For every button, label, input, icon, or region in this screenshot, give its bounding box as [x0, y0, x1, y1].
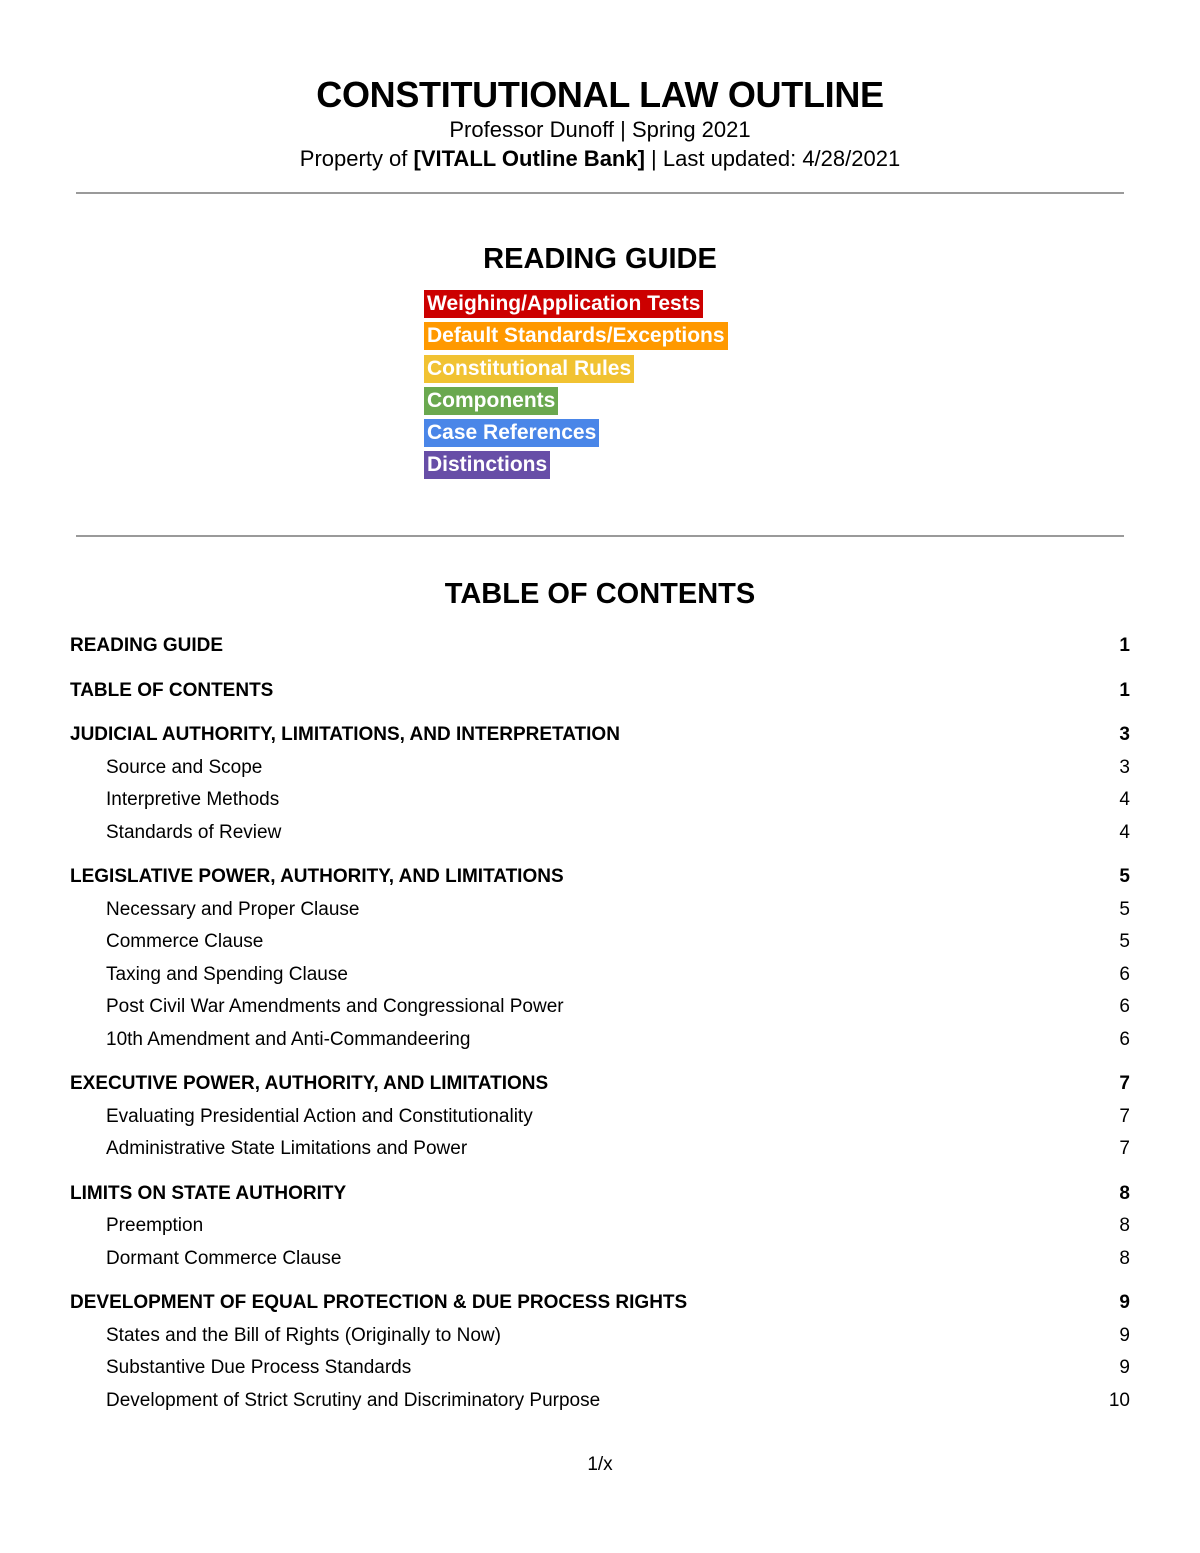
toc-entry-page: 3	[1119, 724, 1130, 745]
toc-subentry[interactable]	[70, 1101, 1130, 1134]
property-prefix: Property of	[299, 146, 414, 171]
toc-subentry[interactable]	[70, 1385, 1130, 1418]
toc-subentry[interactable]	[70, 1210, 1130, 1243]
toc-subentry-title: Post Civil War Amendments and Congressional Power	[106, 996, 564, 1017]
toc-subentry-title: States and the Bill of Rights (Originally to Now)	[106, 1324, 501, 1346]
toc-entry[interactable]	[70, 861, 1130, 894]
toc-subentry-title: Taxing and Spending Clause	[106, 963, 348, 985]
toc-subentry-page: 8	[1119, 1215, 1130, 1236]
toc-subentry[interactable]	[70, 1133, 1130, 1166]
toc-subentry-page: 5	[1119, 898, 1130, 920]
toc-entry[interactable]	[70, 675, 1130, 708]
toc-subentry-title: Interpretive Methods	[106, 789, 280, 810]
legend-case-references: Case References	[424, 419, 599, 447]
toc-subentry-title: Development of Strict Scrutiny and Discriminatory Purpose	[106, 1389, 601, 1411]
table-of-contents	[70, 630, 1130, 1429]
toc-subentry-title: Substantive Due Process Standards	[106, 1357, 412, 1378]
legend-default-standards: Default Standards/Exceptions	[424, 322, 728, 350]
toc-subentry-page: 9	[1119, 1324, 1130, 1346]
toc-subentry-title: Administrative State Limitations and Power	[106, 1138, 468, 1159]
toc-entry-title: LIMITS ON STATE AUTHORITY	[70, 1182, 347, 1204]
toc-subentry-title: Necessary and Proper Clause	[106, 898, 360, 920]
toc-entry-title: EXECUTIVE POWER, AUTHORITY, AND LIMITATIONS	[70, 1073, 549, 1094]
toc-subentry[interactable]	[70, 1352, 1130, 1385]
toc-subentry-title: Standards of Review	[106, 821, 282, 843]
toc-subentry[interactable]	[70, 991, 1130, 1024]
toc-subentry-page: 7	[1119, 1105, 1130, 1127]
toc-subentry[interactable]	[70, 894, 1130, 927]
toc-entry-title: LEGISLATIVE POWER, AUTHORITY, AND LIMITATIONS	[70, 866, 564, 887]
toc-subentry-page: 3	[1119, 756, 1130, 778]
toc-subentry-title: Preemption	[106, 1215, 204, 1236]
toc-entry[interactable]	[70, 1178, 1130, 1211]
property-line	[0, 146, 1200, 172]
reading-guide-heading: READING GUIDE	[483, 243, 717, 275]
toc-entry-title: TABLE OF CONTENTS	[70, 679, 274, 701]
toc-entry-page: 8	[1119, 1182, 1130, 1204]
toc-subentry-page: 5	[1119, 931, 1130, 952]
toc-subentry-page: 10	[1108, 1389, 1130, 1411]
last-updated: | Last updated: 4/28/2021	[644, 146, 901, 171]
toc-entry[interactable]	[70, 1068, 1130, 1101]
toc-section	[70, 719, 1130, 849]
toc-entry-title: READING GUIDE	[70, 635, 224, 656]
header-divider	[76, 192, 1124, 194]
toc-subentry-page: 9	[1119, 1357, 1130, 1378]
toc-entry[interactable]	[70, 1287, 1130, 1320]
toc-entry-page: 5	[1119, 866, 1130, 887]
toc-subentry[interactable]	[70, 817, 1130, 850]
reading-guide-divider	[76, 535, 1124, 537]
toc-entry-title: JUDICIAL AUTHORITY, LIMITATIONS, AND INTERPRETATION	[70, 724, 620, 745]
toc-entry-page: 1	[1119, 635, 1130, 656]
legend-weighing-tests: Weighing/Application Tests	[424, 290, 703, 318]
reading-guide-legend	[424, 290, 728, 484]
toc-entry[interactable]	[70, 719, 1130, 752]
toc-subentry[interactable]	[70, 784, 1130, 817]
toc-subentry-page: 6	[1119, 1028, 1130, 1050]
toc-subentry[interactable]	[70, 959, 1130, 992]
document-title: CONSTITUTIONAL LAW OUTLINE	[316, 74, 884, 115]
professor-line: Professor Dunoff | Spring 2021	[449, 117, 751, 142]
toc-entry-page: 7	[1119, 1073, 1130, 1094]
toc-subentry[interactable]	[70, 1243, 1130, 1276]
toc-subentry-page: 4	[1119, 789, 1130, 810]
legend-components: Components	[424, 387, 558, 415]
legend-distinctions: Distinctions	[424, 451, 550, 479]
toc-entry-page: 9	[1119, 1292, 1130, 1313]
toc-subentry-page: 8	[1119, 1247, 1130, 1269]
toc-subentry-page: 7	[1119, 1138, 1130, 1159]
toc-heading: TABLE OF CONTENTS	[444, 578, 756, 610]
toc-section	[70, 1178, 1130, 1276]
toc-subentry-page: 4	[1119, 821, 1130, 843]
toc-section	[70, 861, 1130, 1056]
toc-subentry[interactable]	[70, 1320, 1130, 1353]
toc-section	[70, 630, 1130, 663]
property-owner: [VITALL Outline Bank]	[413, 146, 645, 171]
toc-subentry-title: Dormant Commerce Clause	[106, 1247, 342, 1269]
toc-entry[interactable]	[70, 630, 1130, 663]
legend-constitutional-rules: Constitutional Rules	[424, 355, 634, 383]
toc-entry-title: DEVELOPMENT OF EQUAL PROTECTION & DUE PROCESS RIGHTS	[70, 1292, 688, 1313]
toc-subentry[interactable]	[70, 752, 1130, 785]
toc-subentry-page: 6	[1119, 963, 1130, 985]
toc-subentry-title: Evaluating Presidential Action and Constitutionality	[106, 1105, 533, 1127]
toc-subentry-title: Commerce Clause	[106, 931, 264, 952]
toc-entry-page: 1	[1119, 679, 1130, 701]
page-number: 1/x	[587, 1454, 613, 1475]
toc-section	[70, 675, 1130, 708]
toc-subentry-title: 10th Amendment and Anti-Commandeering	[106, 1028, 471, 1050]
toc-subentry[interactable]	[70, 926, 1130, 959]
toc-subentry-page: 6	[1119, 996, 1130, 1017]
toc-section	[70, 1068, 1130, 1166]
toc-subentry-title: Source and Scope	[106, 756, 263, 778]
toc-subentry[interactable]	[70, 1024, 1130, 1057]
toc-section	[70, 1287, 1130, 1417]
